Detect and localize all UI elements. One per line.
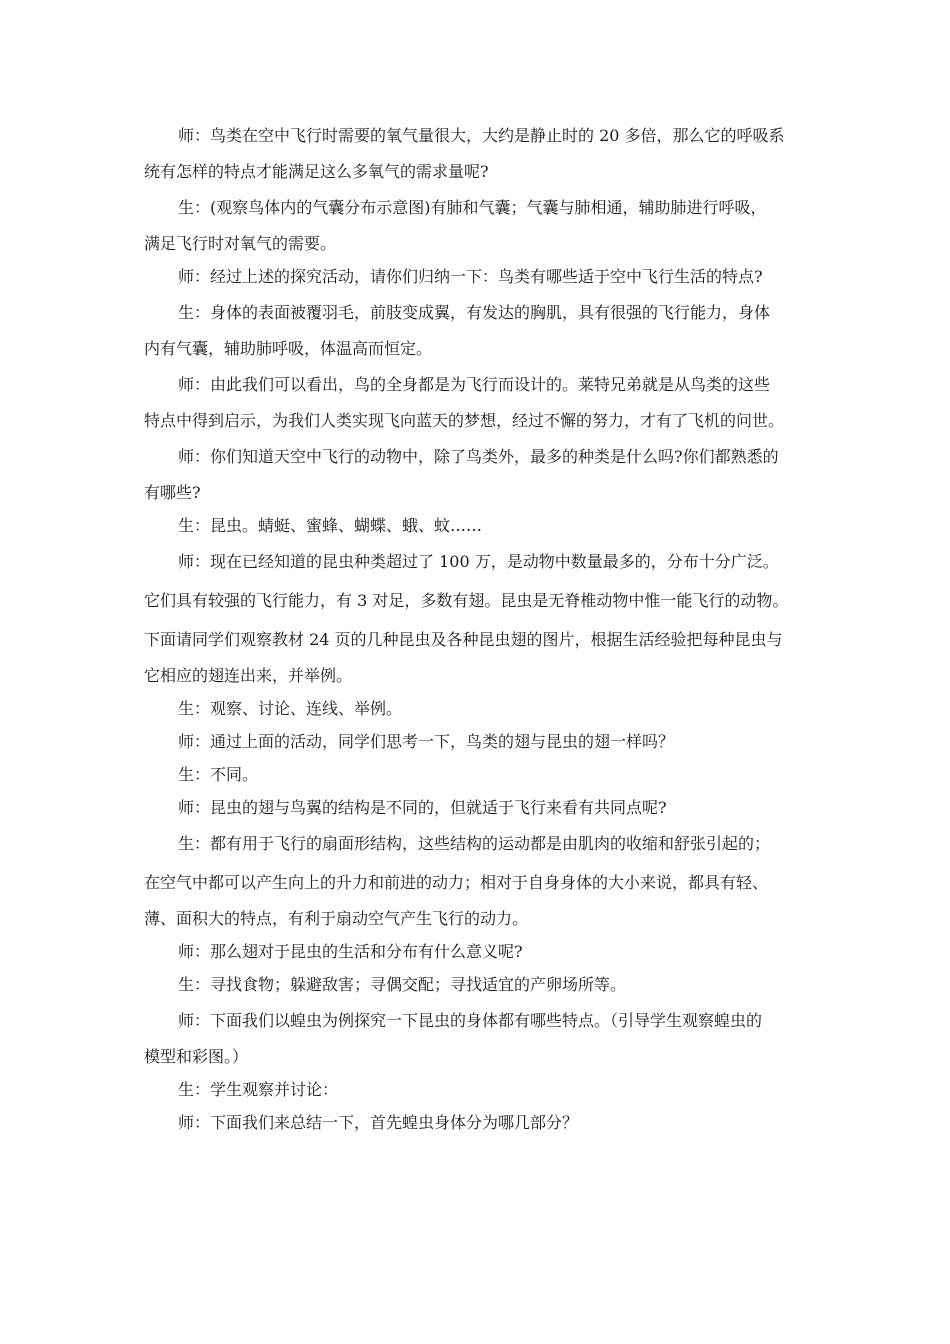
dialogue-paragraph: [144, 188, 808, 260]
dialogue-paragraph: [144, 725, 808, 758]
dialogue-paragraph: [144, 758, 808, 791]
text-line: 生：学生观察并讨论：: [178, 1080, 339, 1099]
text-line: 下面请同学们观察教材 24 页的几种昆虫及各种昆虫翅的图片，根据生活经验把每种昆虫与: [144, 630, 783, 649]
text-line: 满足飞行时对氧气的需要。: [144, 234, 337, 253]
text-line: 师：你们知道天空中飞行的动物中，除了鸟类外，最多的种类是什么吗?你们都熟悉的: [178, 447, 779, 466]
dialogue-paragraph: [144, 509, 808, 542]
text-line: 模型和彩图。）: [144, 1047, 249, 1066]
text-line: 生：都有用于飞行的扇面形结构，这些结构的运动都是由肌肉的收缩和舒张引起的；: [178, 834, 771, 853]
dialogue-paragraph: [144, 1106, 808, 1139]
text-line: 薄、面积大的特点，有利于扇动空气产生飞行的动力。: [144, 909, 529, 928]
text-line: 生：观察、讨论、连线、举例。: [178, 699, 403, 718]
dialogue-paragraph: [144, 824, 808, 935]
text-line: 师：那么翅对于昆虫的生活和分布有什么意义呢?: [178, 942, 523, 961]
text-line: 它们具有较强的飞行能力，有 3 对足，多数有翅。昆虫是无脊椎动物中惟一能飞行的动物。: [144, 591, 789, 610]
dialogue-paragraph: [144, 260, 808, 293]
dialogue-paragraph: [144, 935, 808, 968]
dialogue-paragraph: [144, 116, 808, 188]
text-line: 师：由此我们可以看出，鸟的全身都是为飞行而设计的。莱特兄弟就是从鸟类的这些: [178, 375, 771, 394]
text-line: 师：昆虫的翅与鸟翼的结构是不同的，但就适于飞行来看有共同点呢?: [178, 798, 667, 817]
text-line: 师：现在已经知道的昆虫种类超过了 100 万，是动物中数量最多的，分布十分广泛。: [178, 552, 779, 571]
document-page: [144, 116, 808, 1139]
text-line: 师：经过上述的探究活动，请你们归纳一下：鸟类有哪些适于空中飞行生活的特点?: [178, 267, 763, 286]
text-line: 生：寻找食物；躲避敌害；寻偶交配；寻找适宜的产卵场所等。: [178, 975, 627, 994]
text-line: 生：(观察鸟体内的气囊分布示意图)有肺和气囊；气囊与肺相通，辅助肺进行呼吸，: [178, 198, 767, 217]
text-line: 特点中得到启示，为我们人类实现飞向蓝天的梦想，经过不懈的努力，才有了飞机的问世。: [144, 411, 785, 430]
dialogue-paragraph: [144, 437, 808, 509]
text-line: 生：身体的表面被覆羽毛，前肢变成翼，有发达的胸肌，具有很强的飞行能力，身体: [178, 303, 771, 322]
dialogue-paragraph: [144, 1001, 808, 1073]
text-line: 师：下面我们来总结一下，首先蝗虫身体分为哪几部分？: [178, 1113, 579, 1132]
dialogue-paragraph: [144, 293, 808, 365]
text-line: 有哪些?: [144, 483, 201, 502]
dialogue-paragraph: [144, 791, 808, 824]
text-line: 内有气囊，辅助肺呼吸，体温高而恒定。: [144, 339, 433, 358]
text-line: 师：通过上面的活动，同学们思考一下，鸟类的翅与昆虫的翅一样吗？: [178, 732, 675, 751]
dialogue-paragraph: [144, 542, 808, 692]
dialogue-paragraph: [144, 365, 808, 437]
text-line: 它相应的翅连出来，并举例。: [144, 666, 353, 685]
text-line: 在空气中都可以产生向上的升力和前进的动力；相对于自身身体的大小来说，都具有轻、: [144, 873, 769, 892]
text-line: 生：不同。: [178, 765, 259, 784]
dialogue-paragraph: [144, 692, 808, 725]
text-line: 生：昆虫。蜻蜓、蜜蜂、蝴蝶、蛾、蚊……: [178, 516, 483, 535]
text-line: 师：鸟类在空中飞行时需要的氧气量很大，大约是静止时的 20 多倍，那么它的呼吸系: [178, 126, 785, 145]
dialogue-paragraph: [144, 968, 808, 1001]
dialogue-paragraph: [144, 1073, 808, 1106]
text-line: 师：下面我们以蝗虫为例探究一下昆虫的身体都有哪些特点。（引导学生观察蝗虫的: [178, 1011, 763, 1030]
text-line: 统有怎样的特点才能满足这么多氧气的需求量呢?: [144, 162, 489, 181]
